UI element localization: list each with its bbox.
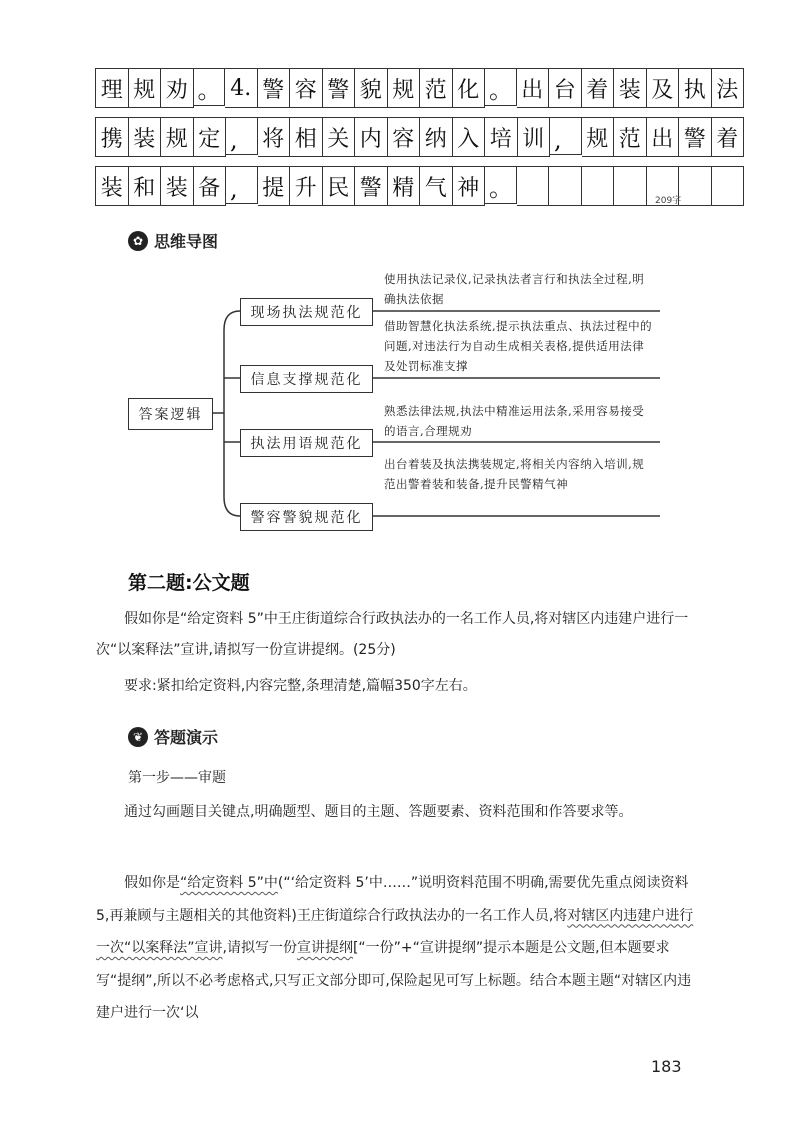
grid-cell: 装 <box>614 68 647 108</box>
grid-cell: 出 <box>647 117 680 157</box>
grid-cell: 神 <box>453 166 486 206</box>
grid-cell: 规 <box>582 117 615 157</box>
grid-cell: 精 <box>388 166 421 206</box>
demo-para-2 <box>96 867 694 1030</box>
grid-cell: 入 <box>453 117 486 157</box>
grid-cell: 。 <box>485 68 517 106</box>
grid-cell: 出 <box>517 68 550 108</box>
page-number: 183 <box>651 1057 682 1076</box>
grid-cell: 内 <box>355 117 388 157</box>
grid-cell: 警 <box>323 68 356 108</box>
para2-d: (“‘给定资料 5’中……”说明资料范围不明确,需要优先重点阅读资料 5,再兼顾与主题相关的其他资料)王庄街道综合行政执法办的一名工作人员,将 <box>96 875 689 924</box>
grid-cell: 定 <box>194 117 227 157</box>
grid-cell: 培 <box>485 117 518 157</box>
grid-cell: 备 <box>194 166 227 206</box>
grid-cell: , <box>550 117 582 155</box>
grid-cell: 规 <box>129 68 162 108</box>
grid-cell: 规 <box>388 68 421 108</box>
grid-cell: 气 <box>420 166 453 206</box>
mindmap-branch-4-text: 出台着装及执法携装规定,将相关内容纳入培训,规范出警着装和装备,提升民警精气神 <box>384 457 645 491</box>
grid-cell: 相 <box>290 117 323 157</box>
demo-para-1: 通过勾画题目关键点,明确题型、题目的主题、答题要素、资料范围和作答要求等。 <box>124 804 633 820</box>
word-count: 209字 <box>655 196 682 206</box>
grid-cell: 升 <box>290 166 323 206</box>
grid-cell: 4. <box>225 68 258 108</box>
mindmap-branch-4: 警容警貌规范化 <box>240 503 373 531</box>
grid-cell: 范 <box>614 117 647 157</box>
mindmap-heading-text: 思维导图 <box>154 232 219 251</box>
grid-cell: 提 <box>258 166 291 206</box>
para2-subject: 对辖区内违建户进行一次“以案释法”宣讲 <box>96 907 694 957</box>
flower-icon: ✿ <box>128 231 148 251</box>
para2-a: 假如你是 <box>124 875 180 891</box>
question-requirement: 要求:紧扣给定资料,内容完整,条理清楚,篇幅350字左右。 <box>124 678 477 694</box>
grid-cell: 装 <box>96 166 129 206</box>
mindmap-branch-2: 信息支撑规范化 <box>240 365 373 393</box>
grid-cell: 纳 <box>420 117 453 157</box>
grid-cell: 装 <box>161 166 194 206</box>
grid-cell: 劝 <box>161 68 194 108</box>
step-title: 第一步——审题 <box>128 770 226 786</box>
grid-cell: 装 <box>129 117 162 157</box>
grid-cell: 执 <box>679 68 712 108</box>
grid-cell: 容 <box>388 117 421 157</box>
question-body: 假如你是“给定资料 5”中王庄街道综合行政执法办的一名工作人员,将对辖区内违建户进行一次“以案释法”宣讲,请拟写一份宣讲提纲。(25分) <box>96 611 689 658</box>
grid-cell: 容 <box>290 68 323 108</box>
para2-source: “给定资料 5” <box>180 875 264 891</box>
mindmap-root: 答案逻辑 <box>128 398 213 430</box>
grid-cell: 范 <box>420 68 453 108</box>
grid-cell: 着 <box>582 68 615 108</box>
grid-cell: 警 <box>258 68 291 108</box>
grid-cell: 将 <box>258 117 291 157</box>
grid-cell: 。 <box>194 68 226 106</box>
grid-cell: 警 <box>679 117 712 157</box>
grid-cell: 民 <box>323 166 356 206</box>
grid-cell: , <box>226 166 258 204</box>
grid-cell: 化 <box>453 68 486 108</box>
para2-zhong: 中 <box>263 875 278 891</box>
para2-h: [“一份”+“宣讲提纲”提示本题是公文题,但本题要求写“提纲”,所以不必考虑格式,只写正文部分即可,保险起见可写上标题。结合本题主题“对辖区内违建户进行一次‘以 <box>96 940 692 1022</box>
grid-cell: 貌 <box>355 68 388 108</box>
sprout-icon: ❦ <box>128 727 148 747</box>
mindmap-branch-3-text: 熟悉法律法规,执法中精准运用法条,采用容易接受的语言,合理规劝 <box>384 404 645 438</box>
grid-cell: 规 <box>161 117 194 157</box>
grid-cell: 警 <box>355 166 388 206</box>
mindmap-branch-3: 执法用语规范化 <box>240 429 373 457</box>
para2-outline: 宣讲提纲 <box>296 940 353 957</box>
grid-cell: 法 <box>712 68 745 108</box>
question-title: 第二题:公文题 <box>128 572 250 594</box>
grid-cell: , <box>226 117 258 155</box>
grid-cell: 和 <box>129 166 162 206</box>
grid-cell: 理 <box>96 68 129 108</box>
mindmap-branch-2-text: 借助智慧化执法系统,提示执法重点、执法过程中的问题,对违法行为自动生成相关表格,提供适用法律及处罚标准支撑 <box>384 319 653 373</box>
mindmap-branch-1-text: 使用执法记录仪,记录执法者言行和执法全过程,明确执法依据 <box>384 272 645 306</box>
grid-cell: 关 <box>323 117 356 157</box>
grid-cell: 台 <box>549 68 582 108</box>
grid-cell: 携 <box>96 117 129 157</box>
grid-cell: 。 <box>485 166 517 204</box>
para2-f: ,请拟写一份 <box>222 940 297 957</box>
grid-cell: 及 <box>647 68 680 108</box>
mindmap-branch-1: 现场执法规范化 <box>240 298 373 326</box>
demo-heading <box>128 725 218 748</box>
demo-heading-text: 答题演示 <box>154 728 219 747</box>
grid-cell: 着 <box>712 117 745 157</box>
grid-cell: 训 <box>518 117 551 157</box>
